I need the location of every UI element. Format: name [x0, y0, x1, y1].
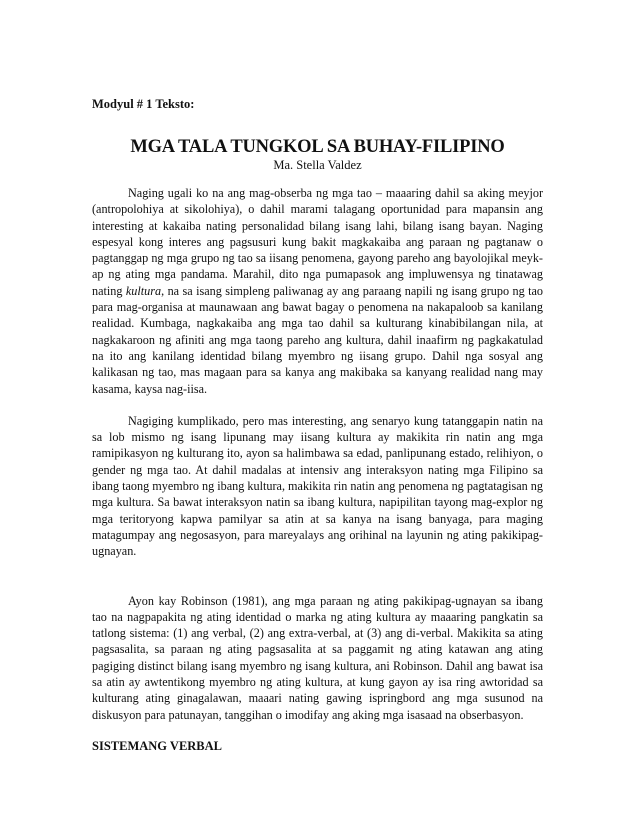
paragraph-3: Ayon kay Robinson (1981), ang mga paraan ng ating pakikipag-ugnayan sa ibang tao na nagpapakita ng ating identidad o marka ng ating kultura ay maaaring pangkatin sa tatlong sistema: (1) ang verbal, (2) ang extra-verbal, at (3) ang di-verbal. Makikita sa ating pagsasalita, sa paraan ng ating pagsasalita at sa paggamit ng ating katawan ang ating pagiging distinct bilang isang myembro ng isang kultura, ani Robinson. Dahil ang bawat isa sa atin ay awtentikong myembro ng ating kultura, at kung gayon ay isa ring awtoridad sa kulturang ating ginagalawan, maaari nating gawing ispringbord ang mga susunod na diskusyon para patunayan, tanggihan o imodifay ang aking mga isasaad na obserbasyon.: [92, 593, 543, 722]
document-title: MGA TALA TUNGKOL SA BUHAY-FILIPINO: [130, 137, 505, 157]
author-name: Ma. Stella Valdez: [273, 158, 362, 172]
paragraph-1-text-a: Naging ugali ko na ang mag-obserba ng mga tao – maaaring dahil sa aking meyjor (antropolohiya at sikolohiya), o dahil marami talagang oportunidad para mapansin ang interesting at kakaiba nating personalidad bilang isang lahi, bilang isang bayan. Naging espesyal kong interes ang pagsusuri kung bakit magkakaiba ang paraan ng pagtanaw o pagtanggap ng mga grupo ng tao sa iisang penomena, gayong pareho ang bayolojikal meyk-ap ng ating mga pandama. Marahil, dito nga pumapasok ang impluwensya ng tinatawag nating: [92, 186, 543, 298]
paragraph-1-italic-term: kultura: [125, 283, 162, 298]
module-label: Modyul # 1 Teksto:: [92, 97, 195, 111]
paragraph-1: [92, 185, 543, 397]
section-heading: SISTEMANG VERBAL: [92, 738, 223, 753]
paragraph-2: Nagiging kumplikado, pero mas interesting, ang senaryo kung tatanggapin natin na sa lob mismo ng isang lipunang may iisang kultura ay makikita rin natin ang mga ramipikasyon ng kulturang ito, ayon sa halimbawa sa edad, panlipunang estado, relihiyon, o gender ng mga tao. At dahil madalas at intensiv ang interaksyon nating mga Filipino sa ibang taong myembro ng ibang kultura, makikita rin natin ang penomena ng pagtatagisan ng mga kultura. Sa bawat interaksyon natin sa ibang kultura, napipilitan tayong mag-explor ng mga teritoryong kapwa pamilyar sa atin at sa kanya na isang banyaga, para maging matagumpay ang negosasyon, para mareyalays ang orihinal na layunin ng ating pakikipag-ugnayan.: [92, 413, 543, 559]
paragraph-1-text-b: , na sa isang simpleng paliwanag ay ang paraang napili ng isang grupo ng tao para mag-organisa at maunawaan ang bawat bagay o penomena na nakapaloob sa kanilang realidad. Kumbaga, nagkakaiba ang mga tao dahil sa kulturang kinabibilangan nila, at nagkakaroon ng afiniti ang mga taong pareho ang kultura, dahil inaafirm ng pagkakatulad na ito ang kanilang identidad bilang myembro ng iisang grupo. Dahil nga sosyal ang kalikasan ng tao, mas magaan para sa kanya ang makibaka sa kanyang realidad nang may kasama, kaysa nag-iisa.: [92, 283, 544, 396]
